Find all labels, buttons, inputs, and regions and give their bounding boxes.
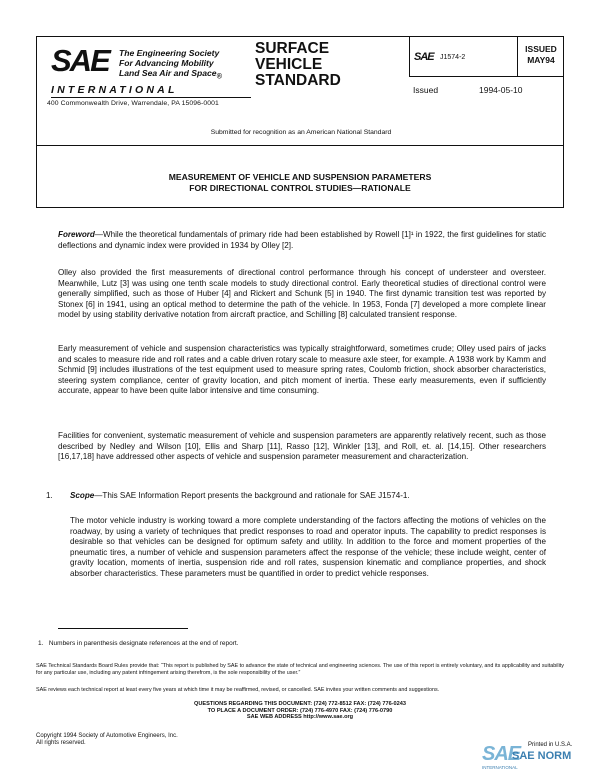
paragraph: Olley also provided the first measurements of directional control performance through his concept of understeer and oversteer. Meanwhile, Lutz [3] was using one tenth scale models to study directional control. Early theoretical studies of directional control were generally simplified, such as those of Huber [4] and Rickert and Schunk [5] in 1940. The first dynamic transition test was reported by Stonex [6] in 1941, using an optical method to determine the path of the vehicle. In 1953, Fonda [7] developed a more complete linear model by using stability derivative notation from aircraft practice, and Schilling [8] calculated transient response. [58,268,546,320]
document-number: J1574-2 [440,54,466,61]
printed-note: Printed in U.S.A. [528,742,573,748]
web-address: SAE WEB ADDRESS http://www.sae.org [246,714,354,720]
watermark-logo: SAE [482,743,521,765]
standard-type: SURFACE VEHICLE STANDARD [255,40,341,89]
document-number-box [409,37,517,77]
paragraph: The motor vehicle industry is working toward a more complete understanding of the factors affecting the motions of vehicles on the roadway, by using a variety of techniques that predict responses to road and operator inputs. The capability to predict responses is desirable so that vehicles can be designed for optimum safety and utility. In addition to the force and moment properties of the pneumatic tires, a number of vehicle and suspension parameters affect the response of the vehicle; these include weight, center of gravity location, moments of inertia, suspension ride and roll rates, suspension kinematic and compliance properties, and shock absorber characteristics. These parameters must be quantified in order to predict vehicle responses. [70,516,546,578]
org-address: 400 Commonwealth Drive, Warrendale, PA 15096-0001 [47,100,219,107]
recognition-note: Submitted for recognition as an American National Standard [210,129,392,136]
paragraph: Facilities for convenient, systematic measurement of vehicle and suspension parameters are apparently relatively recent, such as those described by Nedley and Wilson [10], Ellis and Sharp [11], Rasso [12], Winkler [13], and Roll, et. al. [14,15]. Other researchers [16,17,18] have addressed other aspects of vehicle and suspension parameter measurement and characterization. [58,431,546,462]
doc-sae-logo: SAE [414,51,434,63]
issued-box: ISSUED MAY94 [517,37,564,77]
international-label: INTERNATIONAL [51,84,178,96]
header-box [36,36,564,146]
contact-info: QUESTIONS REGARDING THIS DOCUMENT: (724) 772-8512 FAX: (724) 776-0243 TO PLACE A DOCUMENT ORDER: (724) 776-4970 FAX: (724) 776-0790 SAE WEB ADDRESS http://www.sae.org [36,701,564,721]
watermark-small: INTERNATIONAL [482,765,518,770]
footnote: 1. Numbers in parenthesis designate references at the end of report. [38,640,239,647]
section-number: 1. [46,491,53,500]
foreword-label: Foreword [58,230,95,239]
review-notice: SAE reviews each technical report at least every five years at which time it may be reaffirmed, revised, or cancelled. SAE invites your written comments and suggestions. [36,687,440,693]
paragraph: Early measurement of vehicle and suspension characteristics was typically straightforward, sometimes crude; Olley used pairs of jacks and scales to measure ride and roll rates and a cable driven rotary scale to measure axle steer, for example. A 1938 work by Kamm and Schmid [9] includes illustrations of the test equipment used to measure spring rates, Coulomb friction, shock absorber characteristics, steering system compliance, center of gravity location, and pitch moment of inertia. These early measurements, even if sufficiently accurate, appear to have been quite labor intensive and time consuming. [58,344,546,396]
footnote-rule [58,628,188,629]
footnote-mark: 1. [38,640,44,647]
org-tagline: The Engineering Society For Advancing Mobility Land Sea Air and Space$_®$ [119,48,222,81]
copyright: Copyright 1994 Society of Automotive Engineers, Inc. All rights reserved. [36,733,178,746]
sae-logo: SAE [51,43,109,78]
watermark-text: SAE NORM [512,750,572,762]
policy-notice: SAE Technical Standards Board Rules provide that: “This report is published by SAE to advance the state of technical and engineering sciences. The use of this report is entirely voluntary, and its applicability and suitability for any particular use, including any patent infringement arising therefrom, is the sole responsibility of the user.” [36,663,564,676]
logo-rule [51,97,251,98]
scope-label: Scope [70,491,95,500]
issued-date: 1994-05-10 [479,85,523,95]
document-title: MEASUREMENT OF VEHICLE AND SUSPENSION PARAMETERS FOR DIRECTIONAL CONTROL STUDIES—RATIONALE [36,146,564,208]
org-block [37,37,254,137]
issued-label: Issued [413,85,439,95]
scope-paragraph: Scope—This SAE Information Report presents the background and rationale for SAE J1574-1. [70,491,410,500]
foreword-paragraph: Foreword—While the theoretical fundamentals of primary ride had been established by Rowell [1]¹ in 1922, the first guidelines for static deflections and dynamic index were provided in 1934 by Olley [2]. [58,230,546,250]
